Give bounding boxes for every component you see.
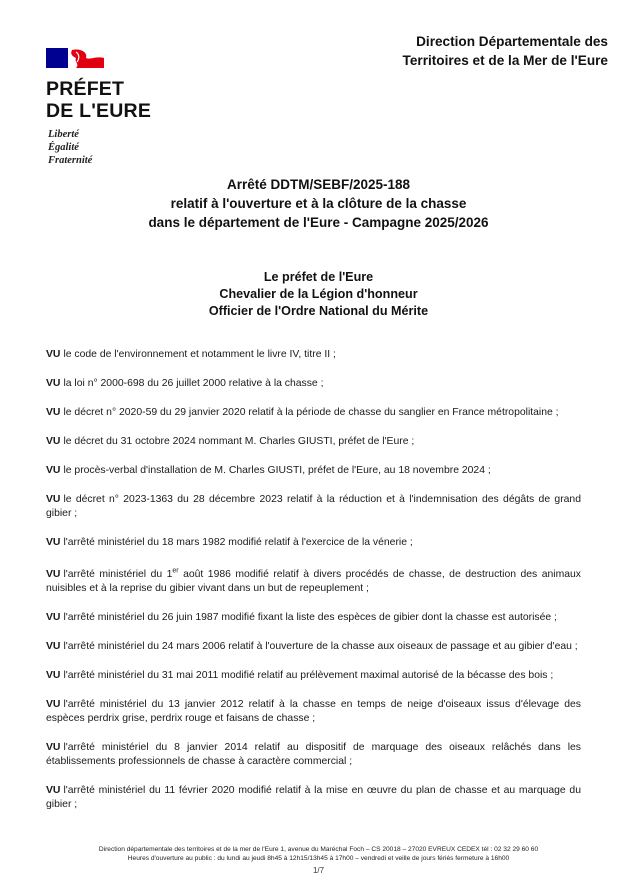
page-footer — [0, 845, 637, 863]
consideration-text: le décret n° 2020-59 du 29 janvier 2020 relatif à la période de chasse du sanglier en France métropolitaine ; — [63, 407, 559, 418]
consideration-item — [46, 493, 581, 521]
prefect-authority — [0, 269, 637, 320]
decree-title-line: dans le département de l'Eure - Campagne 2025/2026 — [148, 215, 489, 230]
consideration-item — [46, 640, 581, 654]
consideration-item — [46, 784, 581, 812]
vu-keyword: VU — [46, 378, 61, 389]
footer-hours: Heures d'ouverture au public : du lundi au jeudi 8h45 à 12h15/13h45 à 17h00 – vendredi et veille de jours fériés fermeture à 16h00 — [127, 855, 510, 862]
ordinal-suffix: er — [172, 568, 179, 575]
consideration-text: l'arrêté ministériel du 18 mars 1982 modifié relatif à l'exercice de la vénerie ; — [63, 537, 413, 548]
consideration-item — [46, 536, 581, 550]
consideration-item — [46, 698, 581, 726]
vu-keyword: VU — [46, 494, 61, 505]
vu-keyword: VU — [46, 641, 61, 653]
authority-line: Le préfet de l'Eure — [263, 270, 374, 284]
authority-line: Chevalier de la Légion d'honneur — [219, 287, 418, 301]
vu-keyword: VU — [46, 537, 61, 548]
consideration-text: la loi n° 2000-698 du 26 juillet 2000 relative à la chasse ; — [63, 378, 324, 389]
consideration-text: l'arrêté ministériel du 1er août 1986 modifié relatif à divers procédés de chasse, de destruction des animaux nuisibles et à la reprise du gibier vivant dans un but de repeuplement ; — [46, 568, 581, 595]
authority-line: Officier de l'Ordre National du Mérite — [208, 304, 429, 318]
consideration-item — [46, 611, 581, 625]
motto-line: Fraternité — [48, 155, 93, 166]
consideration-item — [46, 348, 581, 362]
consideration-text: l'arrêté ministériel du 31 mai 2011 modifié relatif au prélèvement maximal autorisé de la bécasse des bois ; — [63, 670, 554, 682]
consideration-item — [46, 741, 581, 769]
consideration-text: l'arrêté ministériel du 8 janvier 2014 relatif au dispositif de marquage des oiseaux relâchés dans les établissements professionnels de chasse à caractère commercial ; — [46, 742, 581, 768]
vu-keyword: VU — [46, 699, 61, 711]
consideration-item — [46, 669, 581, 683]
decree-title — [0, 175, 637, 232]
vu-keyword: VU — [46, 465, 61, 476]
consideration-text: le décret du 31 octobre 2024 nommant M. Charles GIUSTI, préfet de l'Eure ; — [63, 436, 415, 447]
vu-keyword: VU — [46, 407, 61, 418]
motto-line: Liberté — [48, 129, 79, 140]
consideration-text: le décret n° 2023-1363 du 28 décembre 2023 relatif à la réduction et à l'indemnisation des dégâts de grand gibier ; — [46, 494, 581, 519]
direction-line: Direction Départementale des — [416, 34, 608, 49]
marianne-emblem-icon — [46, 46, 106, 70]
consideration-text: l'arrêté ministériel du 13 janvier 2012 relatif à la chasse en temps de neige d'oiseaux issus d'élevage des espèces perdrix grise, perdrix rouge et faisans de chasse ; — [46, 699, 581, 725]
consideration-text: l'arrêté ministériel du 26 juin 1987 modifié fixant la liste des espèces de gibier dont la chasse est autorisée ; — [63, 612, 557, 624]
consideration-item — [46, 435, 581, 449]
considerations-list — [46, 348, 581, 827]
decree-title-line: Arrêté DDTM/SEBF/2025-188 — [226, 177, 411, 192]
consideration-text: le procès-verbal d'installation de M. Charles GIUSTI, préfet de l'Eure, au 18 novembre 2024 ; — [63, 465, 491, 476]
consideration-text: l'arrêté ministériel du 11 février 2020 modifié relatif à la mise en œuvre du plan de chasse et au marquage du gibier ; — [46, 785, 581, 811]
consideration-text: l'arrêté ministériel du 24 mars 2006 relatif à l'ouverture de la chasse aux oiseaux de passage et au gibier d'eau ; — [63, 641, 578, 653]
direction-line: Territoires et de la Mer de l'Eure — [402, 53, 608, 68]
consideration-item — [46, 406, 581, 420]
vu-keyword: VU — [46, 612, 61, 624]
prefet-title-line: PRÉFET — [46, 78, 125, 100]
prefet-title-line: DE L'EURE — [46, 100, 152, 122]
page-number: 1/7 — [312, 866, 325, 875]
vu-keyword: VU — [46, 569, 61, 581]
prefet-title — [46, 78, 206, 122]
vu-keyword: VU — [46, 436, 61, 447]
consideration-text: le code de l'environnement et notamment le livre IV, titre II ; — [63, 349, 336, 360]
issuing-direction — [318, 32, 608, 70]
consideration-item — [46, 377, 581, 391]
consideration-item — [46, 464, 581, 478]
consideration-item — [46, 565, 581, 596]
decree-title-line: relatif à l'ouverture et à la clôture de la chasse — [170, 196, 467, 211]
republic-motto — [48, 128, 168, 167]
footer-address: Direction départementale des territoires et de la mer de l'Eure 1, avenue du Maréchal Foch – CS 20018 – 27020 EVREUX CEDEX tél : 02 32 29 60 60 — [98, 846, 539, 853]
vu-keyword: VU — [46, 349, 61, 360]
vu-keyword: VU — [46, 670, 61, 682]
motto-line: Égalité — [48, 142, 79, 153]
vu-keyword: VU — [46, 785, 61, 797]
vu-keyword: VU — [46, 742, 61, 754]
